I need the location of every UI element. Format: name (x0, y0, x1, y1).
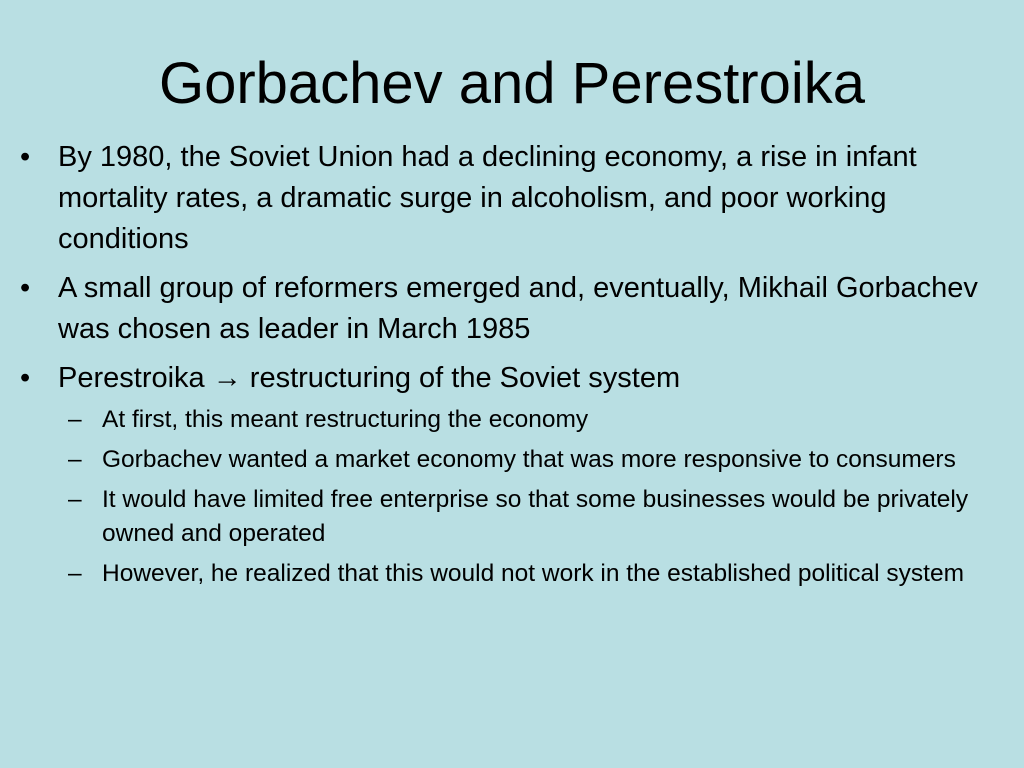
slide-title: Gorbachev and Perestroika (158, 51, 866, 116)
right-arrow-icon: → (212, 362, 242, 394)
sub-bullet-text: At first, this meant restructuring the economy (102, 406, 589, 433)
sub-bullet-point (20, 483, 995, 551)
sub-bullet-text: Gorbachev wanted a market economy that was more responsive to consumers (102, 446, 956, 473)
dash-marker: – (68, 446, 82, 473)
bullet-marker: • (20, 141, 31, 173)
bullet-marker: • (20, 272, 31, 304)
dash-marker: – (68, 560, 82, 587)
bullet-text: By 1980, the Soviet Union had a declining economy, a rise in infant mortality rates, a dramatic surge in alcoholism, and poor working conditions (58, 141, 917, 255)
bullet-definition: restructuring of the Soviet system (249, 362, 681, 394)
bullet-point (20, 268, 995, 350)
bullet-text: A small group of reformers emerged and, eventually, Mikhail Gorbachev was chosen as leader in March 1985 (58, 272, 978, 345)
bullet-term: Perestroika (58, 362, 205, 394)
bullet-marker: • (20, 362, 31, 394)
sub-bullet-point (20, 443, 995, 477)
sub-bullet-point (20, 557, 995, 591)
sub-bullet-point (20, 403, 995, 437)
bullet-list (20, 137, 995, 597)
sub-bullet-text: However, he realized that this would not work in the established political system (102, 560, 965, 587)
sub-bullet-text: It would have limited free enterprise so that some businesses would be privately owned and operated (102, 486, 969, 547)
dash-marker: – (68, 406, 82, 433)
dash-marker: – (68, 486, 82, 513)
bullet-point (20, 358, 995, 399)
bullet-point (20, 137, 995, 260)
